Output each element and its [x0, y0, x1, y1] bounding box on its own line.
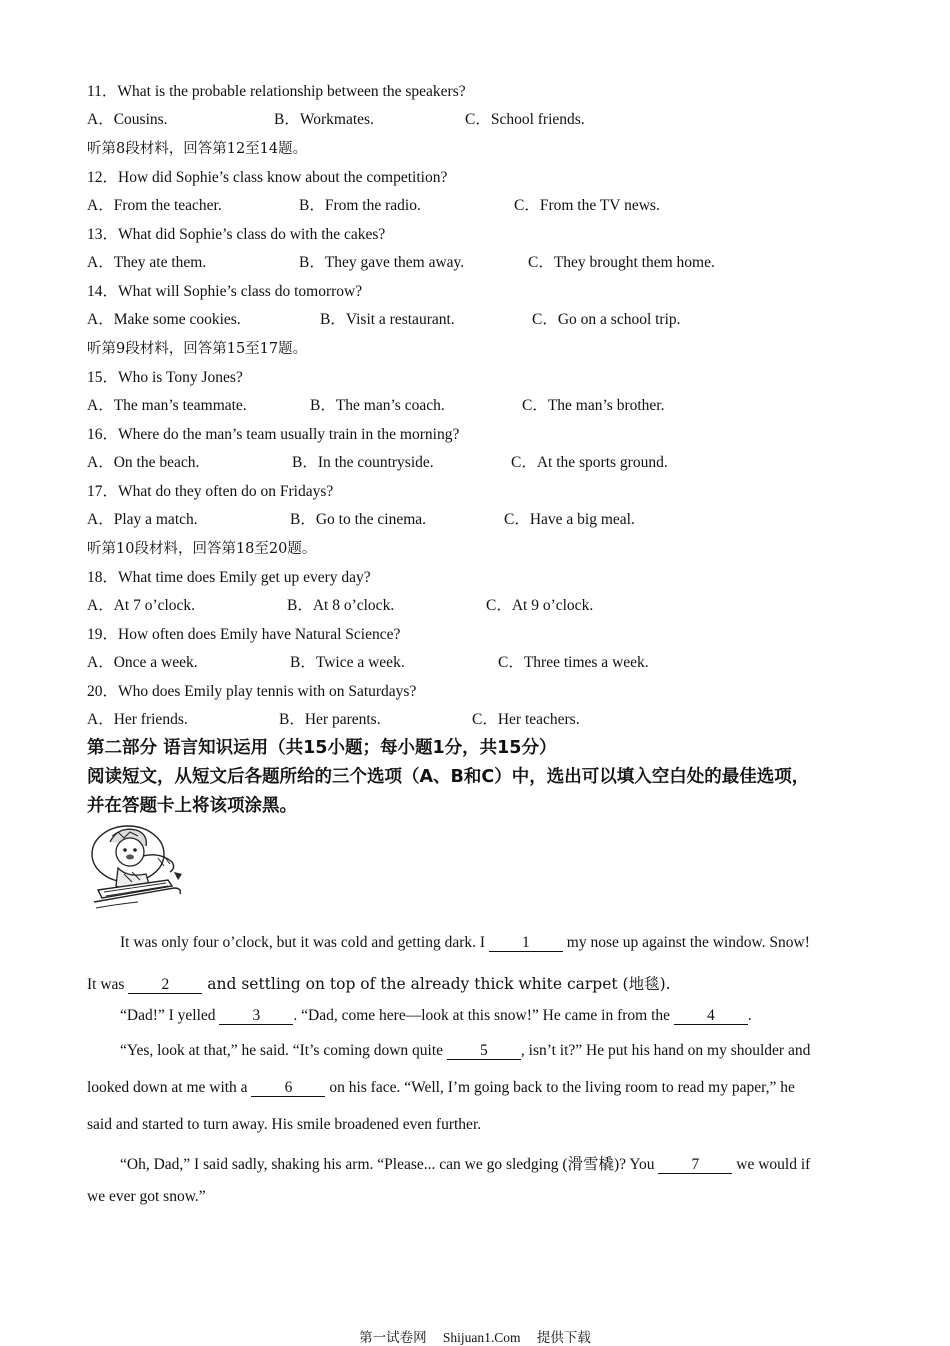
blank-3: 3	[219, 1007, 293, 1025]
section-9-instruction: 听第9段材料，回答第15至17题。	[87, 341, 308, 357]
footer-note: 提供下载	[536, 1330, 591, 1346]
passage-text: , isn’t it?” He put his hand on my shoulder and	[520, 1042, 811, 1059]
question-14-stem: 14．What will Sophie’s class do tomorrow?	[87, 283, 363, 300]
passage-text: “Dad!” I yelled	[120, 1007, 220, 1024]
passage-text: “Oh, Dad,” I said sadly, shaking his arm. “Please... can we go sledging (滑雪橇)? You	[120, 1156, 659, 1173]
instructions-line-1: 阅读短文，从短文后各题所给的三个选项（A、B和C）中，选出可以填入空白处的最佳选项，	[87, 767, 810, 787]
section-8-instruction: 听第8段材料，回答第12至14题。	[87, 141, 308, 157]
question-13-stem: 13．What did Sophie’s class do with the cakes?	[87, 226, 386, 243]
option-c: C．At 9 o’clock.	[486, 597, 594, 614]
option-b: B．They gave them away.	[299, 254, 465, 271]
passage-text: and settling on top of the already thick white carpet (地毯).	[202, 975, 671, 993]
footer-site-link[interactable]: Shijuan1.Com	[442, 1330, 521, 1345]
passage-line-3	[87, 1007, 867, 1025]
blank-5: 5	[447, 1042, 521, 1060]
option-c: C．At the sports ground.	[511, 454, 668, 471]
option-b: B．Twice a week.	[290, 654, 405, 671]
option-b: B．At 8 o’clock.	[287, 597, 395, 614]
passage-line-1	[87, 934, 867, 952]
question-17-stem: 17．What do they often do on Fridays?	[87, 483, 334, 500]
question-12-stem: 12．How did Sophie’s class know about the competition?	[87, 169, 448, 186]
footer-site-cn: 第一试卷网	[359, 1330, 427, 1346]
option-c: C．From the TV news.	[514, 197, 660, 214]
passage-text: “Yes, look at that,” he said. “It’s coming down quite	[120, 1042, 447, 1059]
option-b: B．Visit a restaurant.	[320, 311, 455, 328]
option-a: A．From the teacher.	[87, 197, 222, 214]
option-a: A．Her friends.	[87, 711, 188, 728]
passage-line-6: said and started to turn away. His smile broadened even further.	[87, 1116, 482, 1133]
option-a: A．The man’s teammate.	[87, 397, 247, 414]
option-b: B．Her parents.	[279, 711, 381, 728]
option-c: C．The man’s brother.	[522, 397, 665, 414]
option-a: A．Make some cookies.	[87, 311, 241, 328]
option-c: C．Go on a school trip.	[532, 311, 681, 328]
passage-text: .	[747, 1007, 752, 1024]
page-footer	[0, 1326, 950, 1346]
option-b: B．The man’s coach.	[310, 397, 445, 414]
option-a: A．Once a week.	[87, 654, 198, 671]
passage-text: It was	[87, 976, 129, 993]
blank-6: 6	[251, 1079, 325, 1097]
passage-text: my nose up against the window. Snow!	[562, 934, 810, 951]
question-19-stem: 19．How often does Emily have Natural Science?	[87, 626, 401, 643]
passage-text: looked down at me with a	[87, 1079, 252, 1096]
instructions-line-2: 并在答题卡上将该项涂黑。	[87, 796, 297, 816]
question-18-stem: 18．What time does Emily get up every day?	[87, 569, 371, 586]
option-c: C．Have a big meal.	[504, 511, 635, 528]
passage-text: we would if	[732, 1156, 811, 1173]
option-a: A．Cousins.	[87, 111, 168, 128]
passage-line-5	[87, 1079, 867, 1097]
question-15-stem: 15．Who is Tony Jones?	[87, 369, 243, 386]
option-c: C．Three times a week.	[498, 654, 649, 671]
question-16-stem: 16．Where do the man’s team usually train in the morning?	[87, 426, 460, 443]
passage-text: on his face. “Well, I’m going back to the living room to read my paper,” he	[325, 1079, 795, 1096]
passage-text: It was only four o’clock, but it was cold and getting dark. I	[120, 934, 489, 951]
passage-line-7	[87, 1152, 867, 1174]
question-11-stem: 11．What is the probable relationship between the speakers?	[87, 83, 466, 100]
option-b: B．From the radio.	[299, 197, 421, 214]
passage-text: . “Dad, come here—look at this snow!” He came in from the	[293, 1007, 674, 1024]
blank-4: 4	[674, 1007, 748, 1025]
option-c: C．School friends.	[465, 111, 585, 128]
option-b: B．Go to the cinema.	[290, 511, 427, 528]
question-20-stem: 20．Who does Emily play tennis with on Saturdays?	[87, 683, 417, 700]
blank-1: 1	[489, 934, 563, 952]
option-b: B．In the countryside.	[292, 454, 434, 471]
blank-2: 2	[128, 976, 202, 994]
option-a: A．They ate them.	[87, 254, 207, 271]
section-10-instruction: 听第10段材料，回答第18至20题。	[87, 541, 317, 557]
option-b: B．Workmates.	[274, 111, 374, 128]
sledging-child-illustration	[88, 822, 190, 916]
option-c: C．Her teachers.	[472, 711, 580, 728]
option-c: C．They brought them home.	[528, 254, 715, 271]
passage-line-8: we ever got snow.”	[87, 1188, 206, 1205]
passage-line-4	[87, 1042, 867, 1060]
option-a: A．Play a match.	[87, 511, 198, 528]
part-2-title: 第二部分 语言知识运用（共15小题；每小题1分，共15分）	[87, 738, 557, 758]
option-a: A．At 7 o’clock.	[87, 597, 196, 614]
blank-7: 7	[658, 1156, 732, 1174]
option-a: A．On the beach.	[87, 454, 200, 471]
passage-line-2	[87, 972, 867, 994]
